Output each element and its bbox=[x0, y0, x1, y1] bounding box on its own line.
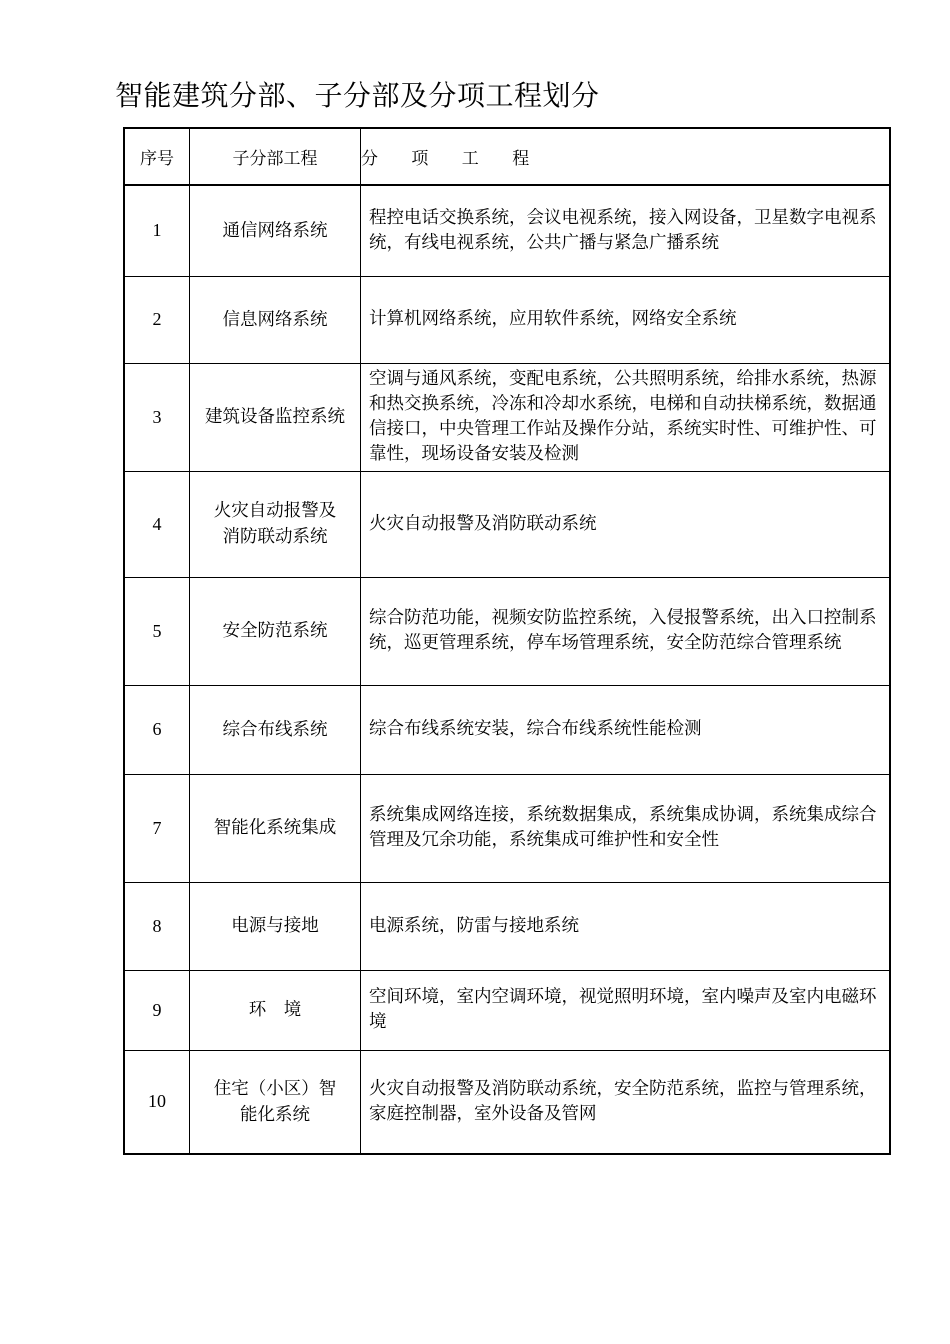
table-header-row bbox=[124, 128, 890, 185]
row-index: 3 bbox=[124, 363, 190, 471]
row-subsection: 住宅（小区）智能化系统 bbox=[190, 1050, 361, 1154]
row-items: 空调与通风系统，变配电系统，公共照明系统，给排水系统，热源和热交换系统，冷冻和冷却水系统，电梯和自动扶梯系统，数据通信接口，中央管理工作站及操作分站，系统实时性、可维护性、可靠性，现场设备安装及检测 bbox=[361, 363, 891, 471]
header-subsection: 子分部工程 bbox=[190, 128, 361, 185]
row-items: 系统集成网络连接，系统数据集成，系统集成协调，系统集成综合管理及冗余功能，系统集成可维护性和安全性 bbox=[361, 774, 891, 882]
table-row bbox=[124, 363, 890, 471]
table-row bbox=[124, 185, 890, 276]
row-items: 火灾自动报警及消防联动系统，安全防范系统，监控与管理系统，家庭控制器，室外设备及管网 bbox=[361, 1050, 891, 1154]
page-title: 智能建筑分部、子分部及分项工程划分 bbox=[115, 79, 600, 112]
row-index: 10 bbox=[124, 1050, 190, 1154]
table-row bbox=[124, 577, 890, 685]
row-items: 程控电话交换系统，会议电视系统，接入网设备，卫星数字电视系统，有线电视系统，公共广播与紧急广播系统 bbox=[361, 185, 891, 276]
row-items: 计算机网络系统，应用软件系统，网络安全系统 bbox=[361, 276, 891, 363]
row-index: 7 bbox=[124, 774, 190, 882]
header-index: 序号 bbox=[124, 128, 190, 185]
division-table bbox=[123, 127, 891, 1155]
row-index: 2 bbox=[124, 276, 190, 363]
table-row bbox=[124, 276, 890, 363]
table-row bbox=[124, 882, 890, 970]
row-index: 1 bbox=[124, 185, 190, 276]
row-items: 电源系统，防雷与接地系统 bbox=[361, 882, 891, 970]
row-subsection: 电源与接地 bbox=[190, 882, 361, 970]
row-subsection: 通信网络系统 bbox=[190, 185, 361, 276]
row-items: 空间环境，室内空调环境，视觉照明环境，室内噪声及室内电磁环境 bbox=[361, 970, 891, 1050]
table-row bbox=[124, 471, 890, 577]
row-subsection: 安全防范系统 bbox=[190, 577, 361, 685]
table-row bbox=[124, 774, 890, 882]
header-items: 分 项 工 程 bbox=[361, 128, 891, 185]
row-index: 5 bbox=[124, 577, 190, 685]
row-index: 8 bbox=[124, 882, 190, 970]
table-row bbox=[124, 970, 890, 1050]
row-subsection: 建筑设备监控系统 bbox=[190, 363, 361, 471]
row-items: 综合布线系统安装，综合布线系统性能检测 bbox=[361, 685, 891, 774]
row-items: 火灾自动报警及消防联动系统 bbox=[361, 471, 891, 577]
row-subsection: 信息网络系统 bbox=[190, 276, 361, 363]
row-items: 综合防范功能，视频安防监控系统，入侵报警系统，出入口控制系统，巡更管理系统，停车场管理系统，安全防范综合管理系统 bbox=[361, 577, 891, 685]
row-subsection: 综合布线系统 bbox=[190, 685, 361, 774]
row-subsection: 环 境 bbox=[190, 970, 361, 1050]
row-index: 9 bbox=[124, 970, 190, 1050]
table-row bbox=[124, 1050, 890, 1154]
table-row bbox=[124, 685, 890, 774]
row-index: 6 bbox=[124, 685, 190, 774]
row-subsection: 智能化系统集成 bbox=[190, 774, 361, 882]
row-index: 4 bbox=[124, 471, 190, 577]
row-subsection: 火灾自动报警及消防联动系统 bbox=[190, 471, 361, 577]
